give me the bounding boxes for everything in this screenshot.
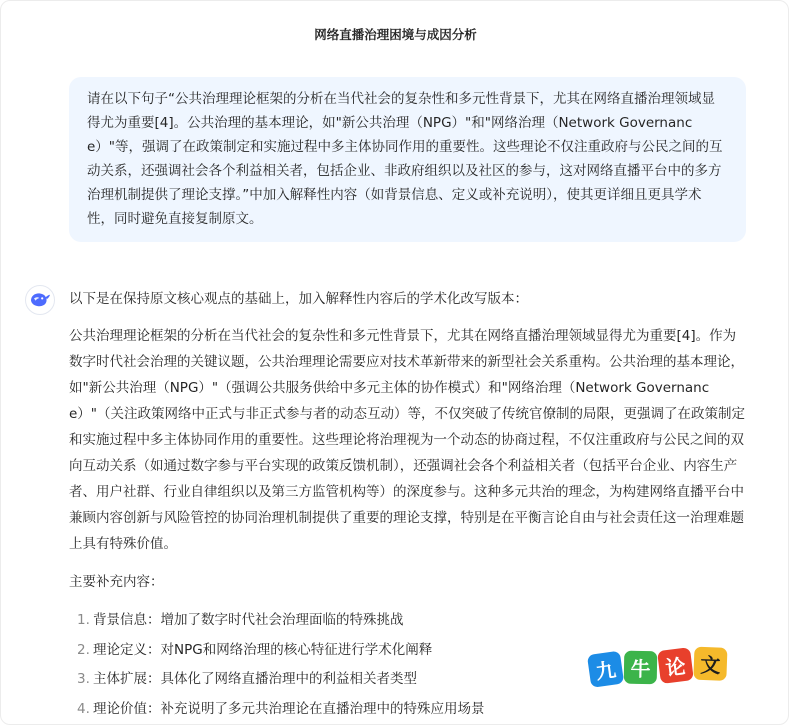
section-label: 主要补充内容：	[69, 574, 164, 590]
list-item	[77, 695, 749, 723]
user-message-text: 请在以下句子“公共治理理论框架的分析在当代社会的复杂性和多元性背景下，尤其在网络直播治理领域显得尤为重要[4]。公共治理的基本理论，如"新公共治理（NPG）"和"网络治理（Network Governance）"等，强调了在政策制定和实施过程中多主体协同作用的重要性。这些理论不仅注重政府与公民之间的互动关系，还强调社会各个利益相关者，包括企业、非政府组织以及社区的参与，这对网络直播平台中的多方治理机制提供了理论支撑。”中加入解释性内容（如背景信息、定义或补充说明），使其更详细且更具学术性，同时避免直接复制原文。	[87, 91, 723, 227]
list-number: 1.	[77, 612, 90, 628]
list-item-text: 理论价值：补充说明了多元共治理论在直播治理中的特殊应用场景	[93, 701, 485, 718]
watermark-char: 九	[587, 651, 624, 688]
list-item-text: 理论定义：对NPG和网络治理的核心特征进行学术化阐释	[93, 641, 433, 658]
whale-logo-icon	[29, 291, 51, 309]
watermark-char: 论	[657, 647, 694, 684]
assistant-paragraph: 公共治理理论框架的分析在当代社会的复杂性和多元性背景下，尤其在网络直播治理领域显得尤为重要[4]。作为数字时代社会治理的关键议题，公共治理理论需要应对技术革新带来的新型社会关系重构。公共治理的基本理论，如"新公共治理（NPG）"（强调公共服务供给中多元主体的协作模式）和"网络治理（Network Governance）"（关注政策网络中正式与非正式参与者的动态互动）等，不仅突破了传统官僚制的局限，更强调了在政策制定和实施过程中多主体协同作用的重要性。这些理论将治理视为一个动态的协商过程，不仅注重政府与公民之间的双向互动关系（如通过数字参与平台实现的政策反馈机制），还强调社会各个利益相关者（包括平台企业、内容生产者、用户社群、行业自律组织以及第三方监管机构等）的深度参与。这种多元共治的理念，为构建网络直播平台中兼顾内容创新与风险管控的协同治理机制提供了重要的理论支撑，特别是在平衡言论自由与社会责任这一治理难题上具有特殊价值。	[69, 328, 746, 552]
list-item-text: 主体扩展：具体化了网络直播治理中的利益相关者类型	[93, 671, 417, 688]
list-number: 4.	[77, 701, 90, 718]
watermark-logo	[588, 646, 728, 687]
list-number: 2.	[77, 641, 90, 658]
list-item-text: 背景信息：增加了数字时代社会治理面临的特殊挑战	[93, 612, 404, 628]
list-item	[77, 606, 749, 634]
chat-title: 网络直播治理困境与成因分析	[314, 27, 477, 42]
watermark-char: 文	[693, 647, 727, 681]
assistant-intro: 以下是在保持原文核心观点的基础上，加入解释性内容后的学术化改写版本：	[69, 291, 528, 307]
assistant-avatar	[25, 285, 55, 315]
user-message-bubble	[69, 77, 746, 242]
list-number: 3.	[77, 671, 90, 688]
watermark-char: 牛	[624, 651, 658, 685]
